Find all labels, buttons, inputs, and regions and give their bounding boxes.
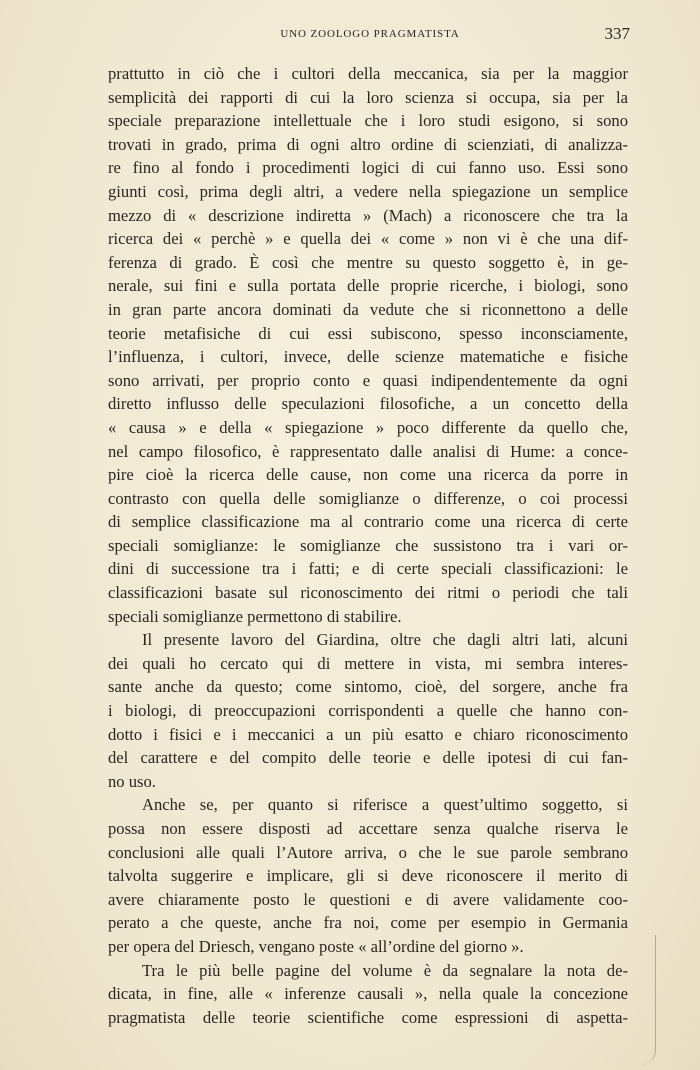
text-line: l’influenza, i cultori, invece, delle scienze matematiche e fisiche — [108, 347, 628, 367]
text-line: speciali somiglianze: le somiglianze che sussistono tra i vari or- — [108, 535, 628, 555]
paragraph-end-line: no uso. — [108, 771, 156, 791]
text-line: speciale preparazione intellettuale che i loro studi esigono, si sono — [108, 111, 628, 131]
text-line: diretto influsso delle speculazioni filosofiche, a un concetto della — [108, 394, 628, 414]
text-line: avere chiaramente posto le questioni e di avere validamente coo- — [108, 889, 628, 909]
text-line: sante anche da questo; come sintomo, cioè, del sorgere, anche fra — [108, 677, 628, 697]
text-line: dini di successione tra i fatti; e di certe speciali classificazioni: le — [108, 559, 628, 579]
text-line: giunti così, prima degli altri, a vedere nella spiegazione un semplice — [108, 181, 628, 201]
text-line: nel campo filosofico, è rappresentato dalle analisi di Hume: a conce- — [108, 441, 628, 461]
text-line: di semplice classificazione ma al contrario come una ricerca di certe — [108, 512, 628, 532]
text-line: mezzo di « descrizione indiretta » (Mach) a riconoscere che tra la — [108, 205, 628, 225]
paragraph-first-line: Tra le più belle pagine del volume è da segnalare la nota de- — [142, 960, 628, 980]
body-text — [108, 62, 628, 1029]
page-number: 337 — [604, 24, 630, 43]
text-line: ricerca dei « perchè » e quella dei « come » non vi è che una dif- — [108, 229, 628, 249]
paragraph-end-line: speciali somiglianze permettono di stabilire. — [108, 606, 402, 626]
text-line: possa non essere disposti ad accettare senza qualche riserva le — [108, 819, 628, 838]
text-line: sono arrivati, per proprio conto e quasi indipendentemente da ogni — [108, 370, 628, 390]
text-line: trovati in grado, prima di ogni altro ordine di scienziati, di analizza- — [108, 134, 628, 154]
text-line: « causa » e della « spiegazione » poco differente da quello che, — [108, 417, 628, 437]
text-line: del carattere e del compito delle teorie e delle ipotesi di cui fan- — [108, 748, 628, 768]
text-line: teorie metafisiche di cui essi subiscono, spesso inconsciamente, — [108, 323, 628, 343]
text-line: semplicità dei rapporti di cui la loro scienza si occupa, sia per la — [108, 87, 628, 107]
running-head: UNO ZOOLOGO PRAGMATISTA — [280, 28, 460, 40]
page-edge-mark — [641, 935, 656, 1065]
text-line: re fino al fondo i procedimenti logici di cui fanno uso. Essi sono — [108, 158, 628, 178]
text-line: classificazioni basate sul riconoscimento dei ritmi o periodi che tali — [108, 583, 628, 603]
paragraph-first-line: Anche se, per quanto si riferisce a quest’ultimo soggetto, si — [142, 795, 628, 815]
text-line: i biologi, di preoccupazioni corrispondenti a quelle che hanno con- — [108, 701, 628, 721]
text-line: talvolta suggerire e implicare, gli si deve riconoscere il merito di — [108, 866, 628, 886]
text-line: dei quali ho cercato qui di mettere in vista, mi sembra interes- — [108, 653, 628, 673]
text-line: prattutto in ciò che i cultori della meccanica, sia per la maggior — [108, 64, 628, 83]
text-line: contrasto con quella delle somiglianze o differenze, o coi processi — [108, 488, 628, 508]
text-line: nerale, sui fini e sulla portata delle proprie ricerche, i biologi, sono — [108, 276, 628, 296]
text-line: pragmatista delle teorie scientifiche come espressioni di aspetta- — [108, 1007, 628, 1027]
text-line: conclusioni alle quali l’Autore arriva, o che le sue parole sembrano — [108, 842, 628, 862]
text-line: perato a che queste, anche fra noi, come per esempio in Germania — [108, 913, 628, 933]
text-line: in gran parte ancora dominati da vedute che si riconnettono a delle — [108, 299, 628, 319]
page-header — [110, 24, 630, 46]
text-line: dotto i fisici e i meccanici a un più esatto e chiaro riconoscimento — [108, 724, 628, 744]
paragraph-end-line: per opera del Driesch, vengano poste « all’ordine del giorno ». — [108, 936, 524, 956]
paragraph-first-line: Il presente lavoro del Giardina, oltre che dagli altri lati, alcuni — [142, 630, 628, 650]
text-line: pire cioè la ricerca delle cause, non come una ricerca da porre in — [108, 465, 628, 485]
text-line: ferenza di grado. È così che mentre su questo soggetto è, in ge- — [108, 252, 628, 272]
text-line: dicata, in fine, alle « inferenze causali », nella quale la concezione — [108, 984, 628, 1004]
